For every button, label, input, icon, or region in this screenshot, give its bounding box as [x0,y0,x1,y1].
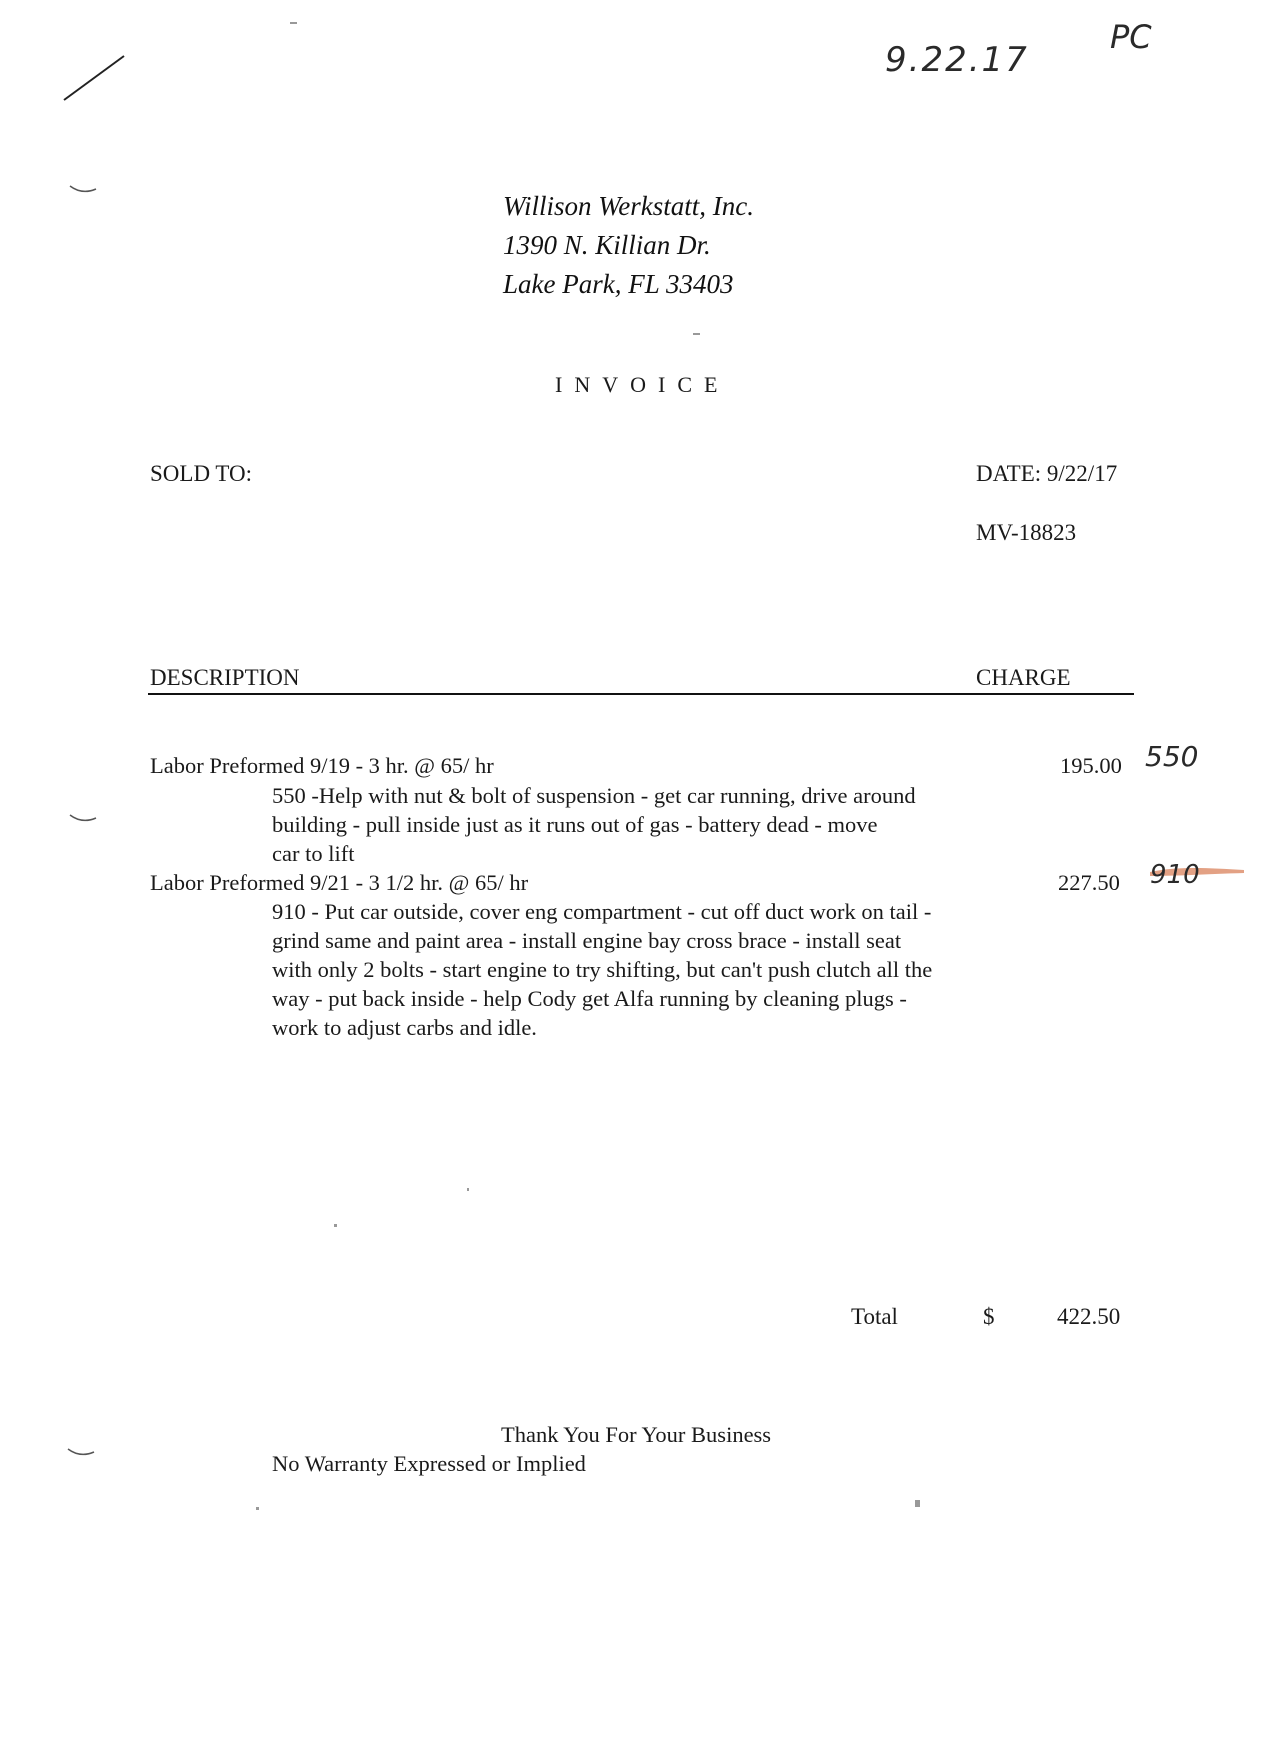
header-rule [148,693,1134,695]
total-currency: $ [983,1304,995,1329]
description-header: DESCRIPTION [150,665,300,690]
invoice-date: DATE: 9/22/17 [976,461,1118,486]
line-item-detail: work to adjust carbs and idle. [272,1015,537,1040]
thank-you-note: Thank You For Your Business [501,1422,772,1447]
handwritten-initials: PC [1110,18,1152,56]
line-item-detail: 910 - Put car outside, cover eng compartment - cut off duct work on tail - [272,899,932,924]
scan-speck [467,1188,469,1191]
invoice-number: MV-18823 [976,520,1077,545]
margin-mark [66,1446,96,1458]
margin-mark [68,183,98,195]
line-item-charge: 227.50 [1058,870,1120,895]
line-item-detail: way - put back inside - help Cody get Alfa running by cleaning plugs - [272,986,907,1011]
invoice-title: INVOICE [555,372,730,397]
handwritten-date: 9.22.17 [885,40,1029,80]
line-item-title: Labor Preformed 9/21 - 3 1/2 hr. @ 65/ hr [150,870,529,895]
charge-header: CHARGE [976,665,1071,690]
line-item-detail: 550 -Help with nut & bolt of suspension - get car running, drive around [272,783,916,808]
margin-mark [68,812,98,824]
scan-speck [256,1507,259,1510]
scan-speck [915,1500,920,1507]
line-item-charge: 195.00 [1060,753,1122,778]
company-street: 1390 N. Killian Dr. [503,230,711,260]
scan-speck [693,333,700,335]
line-item-detail: with only 2 bolts - start engine to try shifting, but can't push clutch all the [272,957,933,982]
company-name: Willison Werkstatt, Inc. [503,191,754,221]
total-amount: 422.50 [1057,1304,1121,1329]
scan-speck [334,1224,337,1227]
scan-speck [290,22,297,24]
company-city: Lake Park, FL 33403 [503,269,734,299]
handwritten-note-910: 910 [1150,860,1200,890]
sold-to-label: SOLD TO: [150,461,253,486]
line-item-detail: car to lift [272,841,355,866]
line-item-detail: grind same and paint area - install engine bay cross brace - install seat [272,928,902,953]
pen-stroke-mark [60,50,130,105]
line-item-detail: building - pull inside just as it runs out of gas - battery dead - move [272,812,878,837]
handwritten-note-550: 550 [1145,740,1199,773]
total-label: Total [851,1304,898,1329]
line-item-title: Labor Preformed 9/19 - 3 hr. @ 65/ hr [150,753,494,778]
warranty-note: No Warranty Expressed or Implied [272,1451,586,1476]
